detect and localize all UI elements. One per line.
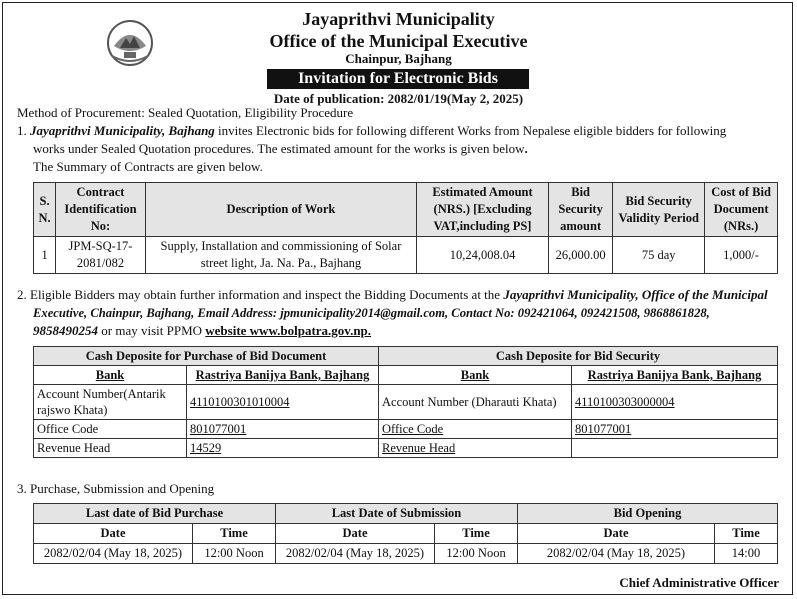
revenue-head-left: 14529 <box>187 439 379 458</box>
office-code-right: 801077001 <box>572 420 778 439</box>
banner-title: Invitation for Electronic Bids <box>267 69 529 89</box>
time-header-2: Time <box>435 524 518 544</box>
revenue-head-label-right: Revenue Head <box>379 439 572 458</box>
bank-name-left: Rastriya Banijya Bank, Bajhang <box>187 366 379 385</box>
office-code-left: 801077001 <box>187 420 379 439</box>
bank-label-right: Bank <box>379 366 572 385</box>
org-title: Jayaprithvi Municipality <box>302 9 495 29</box>
account-number-left: 4110100301010004 <box>187 385 379 420</box>
bank-name-right: Rastriya Banijya Bank, Bajhang <box>572 366 778 385</box>
deposit-left-title: Cash Deposite for Purchase of Bid Document <box>34 347 379 366</box>
account-label-right: Account Number (Dharauti Khata) <box>379 385 572 420</box>
paragraph-3: 3. Purchase, Submission and Opening <box>17 481 215 496</box>
date-header-3: Date <box>518 524 715 544</box>
para2-number: 2. <box>17 287 27 302</box>
table-row <box>34 385 778 420</box>
publication-date: Date of publication: 2082/01/19(May 2, 2025) <box>273 91 524 106</box>
cell-contract-id: JPM-SQ-17-2081/082 <box>56 237 146 274</box>
paragraph-1-line2 <box>33 140 528 159</box>
date-header-1: Date <box>34 524 193 544</box>
paragraph-1 <box>17 122 782 141</box>
col-cost: Cost of Bid Document (NRs.) <box>705 183 778 237</box>
para1-text2-end: . <box>524 141 528 156</box>
signature: Chief Administrative Officer <box>619 575 779 590</box>
para1-bold: Jayaprithvi Municipality, Bajhang <box>30 123 215 138</box>
group-bid-purchase: Last date of Bid Purchase <box>34 504 276 524</box>
cell-description: Supply, Installation and commissioning of Solar street light, Ja. Na. Pa., Bajhang <box>145 237 416 274</box>
col-sn: S. N. <box>34 183 56 237</box>
para2-bold1: Jayaprithvi Municipality, Office of the Municipal <box>503 287 768 302</box>
table-row <box>34 420 778 439</box>
contracts-header-row <box>34 183 778 237</box>
cell-security: 26,000.00 <box>548 237 612 274</box>
paragraph-1-line3: The Summary of Contracts are given below. <box>33 159 263 174</box>
time-header-1: Time <box>193 524 276 544</box>
col-description: Description of Work <box>145 183 416 237</box>
contracts-table <box>33 182 778 274</box>
date-header-2: Date <box>276 524 435 544</box>
submission-date: 2082/02/04 (May 18, 2025) <box>276 544 435 564</box>
para2-bold3: 9858490254 <box>33 323 98 338</box>
table-row <box>34 544 778 564</box>
time-header-3: Time <box>715 524 778 544</box>
paragraph-2-line3 <box>33 322 371 341</box>
opening-time: 14:00 <box>715 544 778 564</box>
cell-sn: 1 <box>34 237 56 274</box>
bank-label-left: Bank <box>34 366 187 385</box>
revenue-head-label-left: Revenue Head <box>34 439 187 458</box>
group-submission: Last Date of Submission <box>276 504 518 524</box>
col-validity: Bid Security Validity Period <box>613 183 705 237</box>
schedule-table <box>33 503 778 564</box>
para1-text1: invites Electronic bids for following different Works from Nepalese eligible bidders for following <box>214 123 727 138</box>
procurement-method: Method of Procurement: Sealed Quotation, Eligibility Procedure <box>17 105 354 120</box>
office-code-label-right: Office Code <box>379 420 572 439</box>
para2-bold2: Executive, Chainpur, Bajhang, Email Address: jpmunicipality2014@gmail.com, Contact No: 092421064, 092421508, 9868861828, <box>33 306 710 320</box>
table-row <box>34 439 778 458</box>
table-row <box>34 237 778 274</box>
col-bid-security: Bid Security amount <box>548 183 612 237</box>
office-title: Office of the Municipal Executive <box>269 31 528 51</box>
location: Chainpur, Bajhang <box>345 51 452 66</box>
para2-text2: or may visit PPMO <box>98 323 206 338</box>
website-link[interactable]: website www.bolpatra.gov.np. <box>205 323 372 338</box>
cell-cost: 1,000/- <box>705 237 778 274</box>
account-label-left: Account Number(Antarik rajswo Khata) <box>34 385 187 420</box>
cell-amount: 10,24,008.04 <box>417 237 549 274</box>
group-bid-opening: Bid Opening <box>518 504 778 524</box>
account-number-right: 4110100303000004 <box>572 385 778 420</box>
cell-validity: 75 day <box>613 237 705 274</box>
revenue-head-right <box>572 439 778 458</box>
col-estimated-amount: Estimated Amount (NRS.) [Excluding VAT,including PS] <box>417 183 549 237</box>
submission-time: 12:00 Noon <box>435 544 518 564</box>
opening-date: 2082/02/04 (May 18, 2025) <box>518 544 715 564</box>
col-contract-id: Contract Identification No: <box>56 183 146 237</box>
purchase-time: 12:00 Noon <box>193 544 276 564</box>
para2-text1: Eligible Bidders may obtain further information and inspect the Bidding Documents at the <box>30 287 504 302</box>
deposit-table <box>33 346 778 458</box>
paragraph-2 <box>17 286 782 305</box>
para1-number: 1. <box>17 123 27 138</box>
deposit-right-title: Cash Deposite for Bid Security <box>379 347 778 366</box>
para1-text2: works under Sealed Quotation procedures. The estimated amount for the works is given below <box>33 141 525 156</box>
office-code-label-left: Office Code <box>34 420 187 439</box>
purchase-date: 2082/02/04 (May 18, 2025) <box>34 544 193 564</box>
